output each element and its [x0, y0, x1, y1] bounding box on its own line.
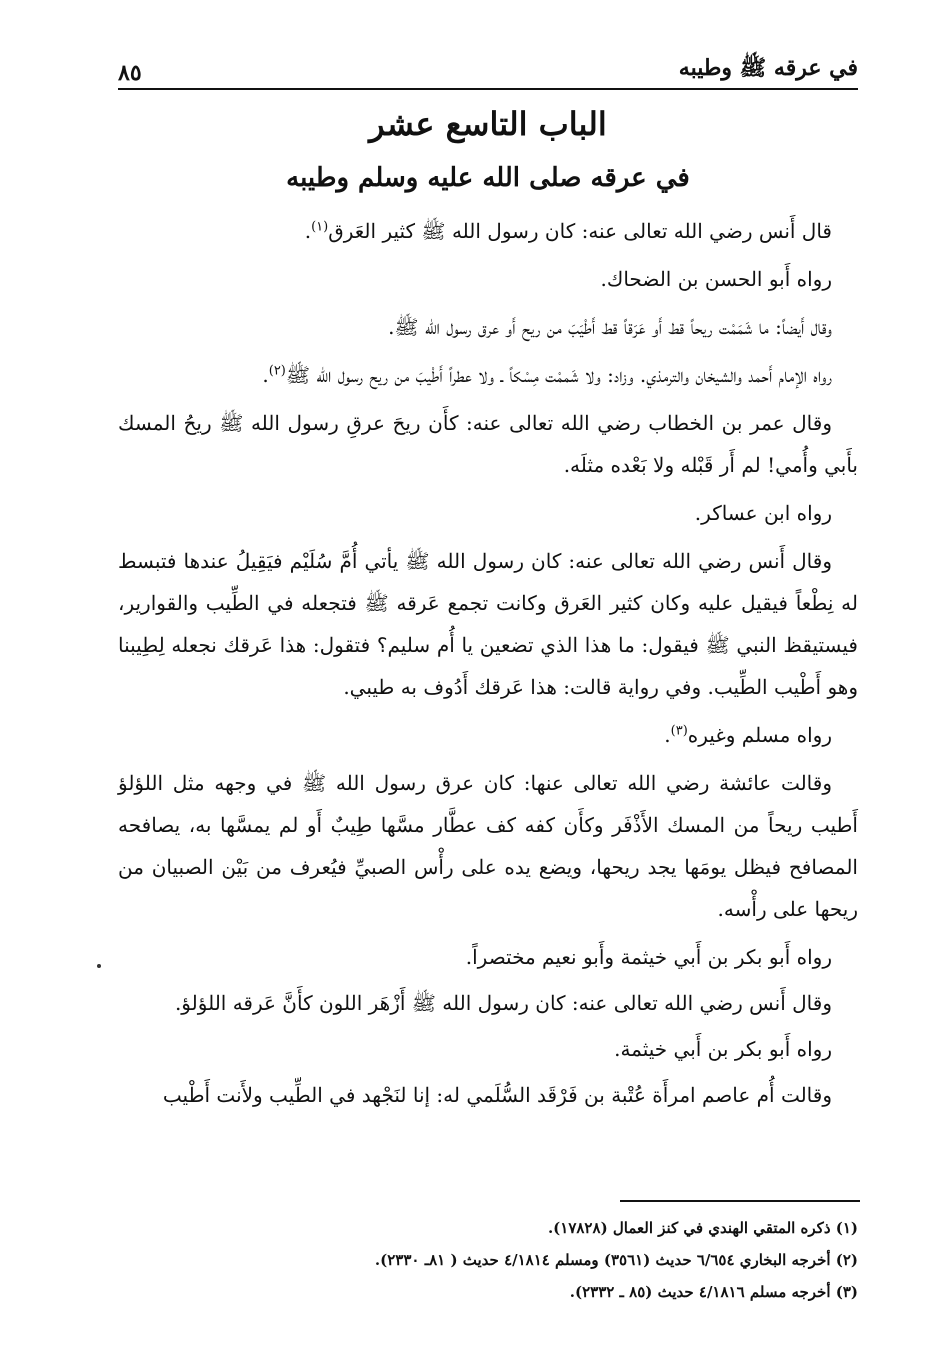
paragraph: رواه أَبو الحسن بن الضحاك. [600, 267, 832, 291]
paragraph: رواه ابن عساكر. [694, 501, 832, 525]
page-number: ٨٥ [118, 60, 142, 86]
chapter-title: الباب التاسع عشر [369, 105, 607, 143]
paragraph: رواه أَبو بكر بن أَبي خيثمة وأَبو نعيم مختصراً. [465, 945, 832, 969]
footnote-ref: (١) [311, 219, 329, 235]
scan-speck [97, 964, 101, 968]
paragraph: قال أَنس رضي الله تعالى عنه: كان رسول الله ﷺ كثير العَرق$^{(١)}$. [304, 219, 832, 243]
paragraph: رواه الإمام أَحمد والشيخان والترمذي. وزاد: ولا شَممْت مِسْكاً ـ ولا عطراً أَطْيبَ من ريح رسول الله ﷺ$^{(٢)}$. [262, 363, 832, 387]
footnote-rule [620, 1200, 860, 1202]
paragraph: رواه مسلم وغيره$^{(٣)}$. [664, 723, 832, 747]
paragraph: وقالت أُم عاصم امرأَة عُتْبة بن فَرْقَد السُّلَمي له: إنا لنَجْهد في الطِّيب ولأَنت أَطْيب [162, 1083, 832, 1107]
footnote: (٢) أخرجه البخاري ٦/٦٥٤ حديث (٣٥٦١) ومسلم ٤/١٨١٤ حديث ( ٨١ـ ٢٣٣٠). [374, 1251, 858, 1269]
footnote-ref: (٣) [670, 723, 688, 739]
paragraph: وقال أَنس رضي الله تعالى عنه: كان رسول الله ﷺ يأتي أُمَّ سُلَيْم فيَقِيلُ عندها فتبسط له نِطْعاً فيقيل عليه وكان كثير العَرق وكانت تجمع عَرقه ﷺ فتجعله في الطِّيب والقوارير، فيستيقظ النبي ﷺ فيقول: ما هذا الذي تضعين يا أُم سليم؟ فتقول: هذا عَرقك نجعله لِطِيبنا وهو أَطْيب الطِّيب. وفي رواية قالت: هذا عَرقك أَدُوف به طيبي. [118, 549, 858, 699]
header-rule [118, 88, 858, 90]
footnote: (١) ذكره المتقي الهندي في كنز العمال (١٧٨٢٨). [547, 1219, 858, 1237]
footnotes [118, 1212, 858, 1308]
running-header [118, 52, 858, 86]
chapter-subtitle: في عرقه صلى الله عليه وسلم وطيبه [286, 163, 690, 193]
footnote: (٣) أخرجه مسلم ٤/١٨١٦ حديث (٨٥ ـ ٢٣٣٢). [569, 1283, 858, 1301]
paragraph: وقالت عائشة رضي الله تعالى عنها: كان عرق رسول الله ﷺ في وجهه مثل اللؤلؤ أَطيب ريحاً من المسك الأَذْفَر وكأَن كفه كف عطَّار مسَّها طِيبٌ أَو لم يمسَّها به، يصافحه المصافح فيظل يومَها يجد ريحها، ويضع يده على رأْس الصبيِّ فيُعرف من بَيْن الصبيان من ريحها على رأْسه. [118, 771, 858, 921]
running-title: في عرقه ﷺ وطيبه [678, 55, 858, 81]
paragraph: وقال أَيضاً: ما شَمَمْت ريحاً قط أَو عَرَقاً قط أَطْيَبَ من ريح أَو عرق رسول الله ﷺ. [388, 315, 832, 339]
paragraph: وقال أَنس رضي الله تعالى عنه: كان رسول الله ﷺ أَزْهَر اللون كأَنَّ عَرقه اللؤلؤ. [174, 991, 832, 1015]
paragraph: وقال عمر بن الخطاب رضي الله تعالى عنه: كأَن ريحَ عرقِ رسول الله ﷺ ريحُ المسك بأَبي وأُمي! لم أَر قَبْله ولا بَعْده مثلَه. [118, 411, 858, 477]
body-text [118, 210, 858, 1120]
paragraph: رواه أَبو بكر بن أَبي خيثمة. [614, 1037, 832, 1061]
footnote-ref: (٢) [268, 363, 286, 379]
